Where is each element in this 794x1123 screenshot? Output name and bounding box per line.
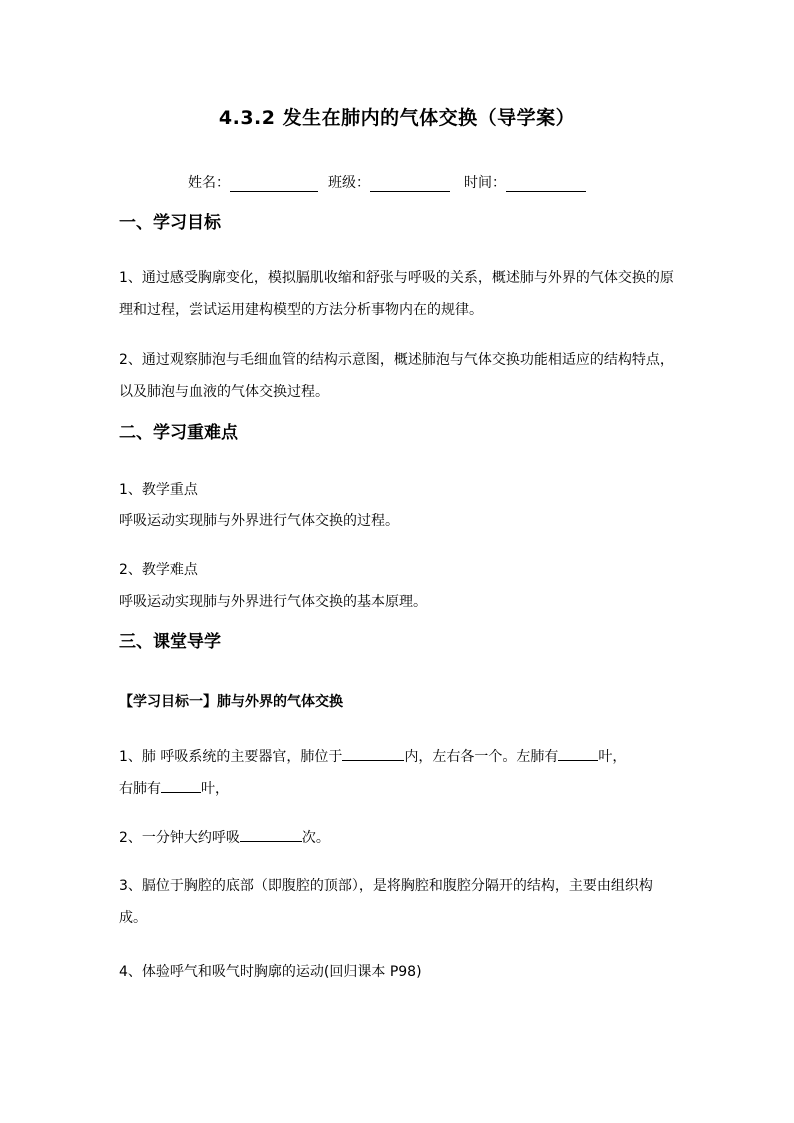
q1-text-c: 叶， xyxy=(598,749,627,765)
q2-text-a: 2、一分钟大约呼吸 xyxy=(119,830,240,846)
q1-text-b: 内，左右各一个。左肺有 xyxy=(404,749,559,765)
key-point-label: 1、教学重点 xyxy=(119,482,198,498)
q1-text-a: 1、肺 呼吸系统的主要器官，肺位于 xyxy=(119,749,343,765)
question-1-line-1 xyxy=(119,746,626,766)
section2-heading: 二、学习重难点 xyxy=(119,423,238,443)
q1-blank-right-lobes[interactable] xyxy=(161,780,201,793)
objective1-subheading: 【学习目标一】肺与外界的气体交换 xyxy=(119,694,343,710)
question-2 xyxy=(119,827,330,847)
question-1-line-2 xyxy=(119,778,229,798)
difficulty-label: 2、教学难点 xyxy=(119,562,198,578)
objective-item-1: 1、通过感受胸廓变化，模拟膈肌收缩和舒张与呼吸的关系，概述肺与外界的气体交换的原理和过程，尝试运用建构模型的方法分析事物内在的规律。 xyxy=(119,270,674,318)
section1-heading: 一、学习目标 xyxy=(119,213,221,233)
q1-blank-left-lobes[interactable] xyxy=(558,748,598,761)
q2-text-b: 次。 xyxy=(301,830,330,846)
q1-blank-location[interactable] xyxy=(342,748,404,761)
objective-item-2: 2、通过观察肺泡与毛细血管的结构示意图，概述肺泡与气体交换功能相适应的结构特点，以及肺泡与血液的气体交换过程。 xyxy=(119,352,674,400)
section3-heading: 三、课堂导学 xyxy=(119,632,221,652)
key-point-text: 呼吸运动实现肺与外界进行气体交换的过程。 xyxy=(119,513,399,529)
question-3: 3、膈位于胸腔的底部（即腹腔的顶部），是将胸腔和腹腔分隔开的结构，主要由组织构成。 xyxy=(119,878,653,926)
class-label: 班级： xyxy=(328,175,370,191)
q1-text-e: 叶， xyxy=(201,781,229,797)
q2-blank-breaths[interactable] xyxy=(240,829,302,842)
question-4: 4、体验呼气和吸气时胸廓的运动(回归课本 P98) xyxy=(119,964,422,980)
q1-text-d: 右肺有 xyxy=(119,781,161,797)
difficulty-text: 呼吸运动实现肺与外界进行气体交换的基本原理。 xyxy=(119,594,427,610)
name-blank[interactable] xyxy=(230,177,318,192)
document-title: 4.3.2 发生在肺内的气体交换（导学案） xyxy=(218,107,576,129)
time-blank[interactable] xyxy=(506,177,586,192)
name-label: 姓名： xyxy=(188,175,230,191)
time-label: 时间： xyxy=(464,175,506,191)
student-info-line xyxy=(188,172,586,192)
class-blank[interactable] xyxy=(370,177,450,192)
